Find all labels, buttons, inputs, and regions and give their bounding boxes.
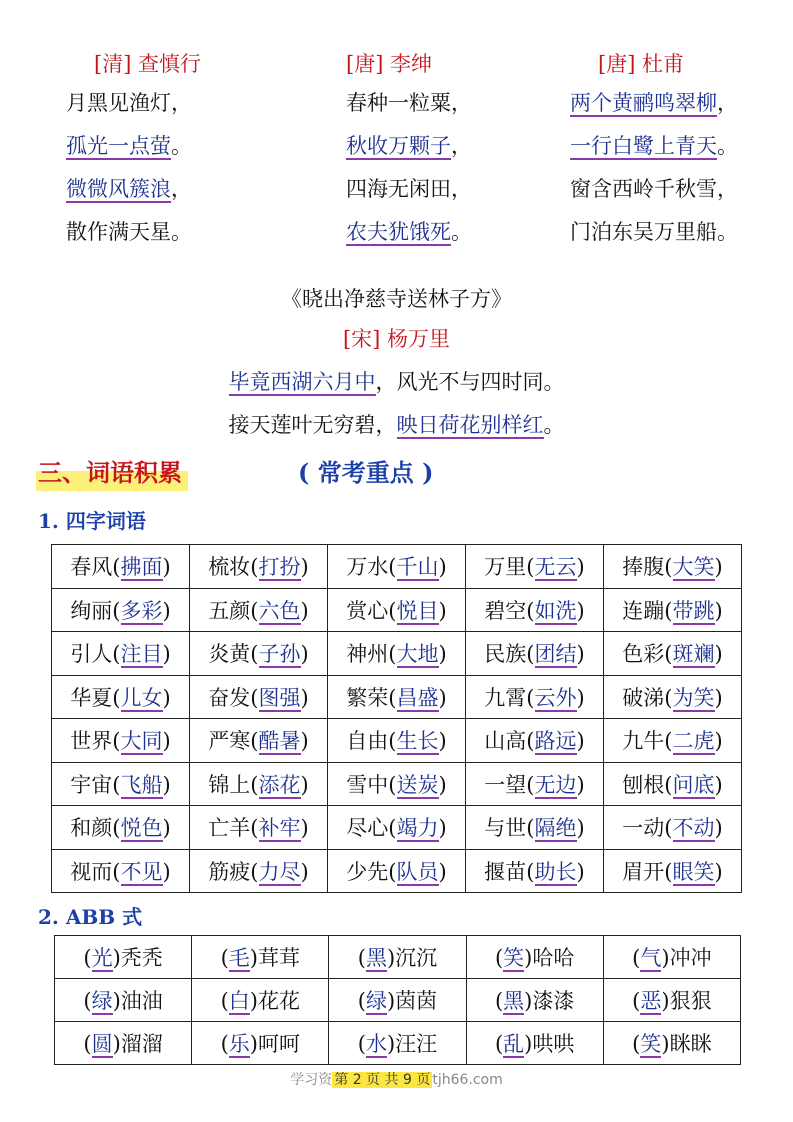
word-answer: 为笑 xyxy=(672,685,715,710)
word-cell: (绿)油油 xyxy=(55,979,192,1022)
word-prefix: 自由 xyxy=(346,729,389,754)
poem-text: 。 xyxy=(543,413,565,437)
page-footer xyxy=(0,1069,793,1089)
punctuation: ， xyxy=(451,134,472,158)
word-answer: 不动 xyxy=(672,816,715,841)
poem-author: [唐] 杜甫 xyxy=(598,52,685,76)
word-prefix: 引人 xyxy=(70,642,113,667)
word-cell: (笑)眯眯 xyxy=(603,1022,740,1065)
word-cell: 一动(不动) xyxy=(604,806,742,850)
word-prefix: 一动 xyxy=(622,816,665,841)
word-cell: (黑)漆漆 xyxy=(466,979,603,1022)
word-prefix: 神州 xyxy=(346,642,389,667)
word-answer: 问底 xyxy=(672,772,715,797)
word-cell: 赏心(悦目) xyxy=(328,588,466,632)
word-answer: 拂面 xyxy=(120,555,163,580)
section-title: 三、词语积累 xyxy=(36,455,188,491)
word-prefix: 和颜 xyxy=(70,816,113,841)
word-answer: 绿 xyxy=(91,989,113,1013)
word-suffix: 茸茸 xyxy=(257,946,300,970)
word-cell: (黑)沉沉 xyxy=(329,936,466,979)
poem-line xyxy=(66,87,201,130)
word-cell: 视而(不见) xyxy=(52,849,190,893)
word-prefix: 刨根 xyxy=(622,772,665,797)
word-cell: (气)冲冲 xyxy=(603,936,740,979)
word-suffix: 冲冲 xyxy=(669,946,712,970)
word-answer: 儿女 xyxy=(120,685,163,710)
poem-line xyxy=(346,173,472,216)
four-char-words-table xyxy=(51,544,742,893)
word-answer: 图强 xyxy=(258,685,301,710)
word-suffix: 呵呵 xyxy=(257,1032,300,1056)
word-suffix: 眯眯 xyxy=(669,1032,712,1056)
poem-author: [清] 查慎行 xyxy=(94,52,202,76)
word-answer: 竭力 xyxy=(396,816,439,841)
punctuation: ， xyxy=(451,91,472,115)
underlined-phrase: 映日荷花别样红 xyxy=(396,413,544,437)
word-cell: 繁荣(昌盛) xyxy=(328,675,466,719)
word-answer: 队员 xyxy=(396,859,439,884)
word-prefix: 赏心 xyxy=(346,598,389,623)
word-cell: 一望(无边) xyxy=(466,762,604,806)
table-row xyxy=(52,849,742,893)
poem-text: 窗含西岭千秋雪 xyxy=(570,177,717,201)
word-cell: 引人(注目) xyxy=(52,632,190,676)
poem-line xyxy=(346,87,472,130)
punctuation: 。 xyxy=(171,134,192,158)
word-cell: (圆)溜溜 xyxy=(55,1022,192,1065)
word-cell: 奋发(图强) xyxy=(190,675,328,719)
punctuation: ， xyxy=(171,91,192,115)
word-prefix: 尽心 xyxy=(346,816,389,841)
word-prefix: 少先 xyxy=(346,859,389,884)
word-prefix: 山高 xyxy=(484,729,527,754)
table-row xyxy=(52,806,742,850)
song-poem xyxy=(0,283,793,452)
word-cell: 色彩(斑斓) xyxy=(604,632,742,676)
word-cell: (乱)哄哄 xyxy=(466,1022,603,1065)
word-answer: 黑 xyxy=(503,989,525,1013)
word-suffix: 汪汪 xyxy=(395,1032,438,1056)
word-prefix: 华夏 xyxy=(70,685,113,710)
word-prefix: 与世 xyxy=(484,816,527,841)
word-prefix: 视而 xyxy=(70,859,113,884)
word-cell: 五颜(六色) xyxy=(190,588,328,632)
word-cell: 华夏(儿女) xyxy=(52,675,190,719)
song-poem-line-1 xyxy=(0,366,793,409)
word-cell: 捧腹(大笑) xyxy=(604,545,742,589)
table-row xyxy=(52,719,742,763)
word-answer: 大笑 xyxy=(672,555,715,580)
word-prefix: 连蹦 xyxy=(622,598,665,623)
word-cell: 筋疲(力尽) xyxy=(190,849,328,893)
table-row xyxy=(52,588,742,632)
word-prefix: 色彩 xyxy=(622,642,665,667)
song-poem-title: 《晓出净慈寺送林子方》 xyxy=(281,287,512,311)
word-cell: 碧空(如洗) xyxy=(466,588,604,632)
poem-line xyxy=(346,130,472,173)
poem-text: 四海无闲田 xyxy=(346,177,451,201)
word-prefix: 亡羊 xyxy=(208,816,251,841)
word-cell: 绚丽(多彩) xyxy=(52,588,190,632)
word-answer: 注目 xyxy=(120,642,163,667)
punctuation: 。 xyxy=(717,220,738,244)
word-prefix: 奋发 xyxy=(208,685,251,710)
word-cell: 和颜(悦色) xyxy=(52,806,190,850)
song-poem-line-2 xyxy=(0,409,793,452)
word-answer: 酷暑 xyxy=(258,729,301,754)
word-cell: 揠苗(助长) xyxy=(466,849,604,893)
word-prefix: 严寒 xyxy=(208,729,251,754)
word-cell: 破涕(为笑) xyxy=(604,675,742,719)
word-prefix: 春风 xyxy=(70,555,113,580)
punctuation: ， xyxy=(717,91,738,115)
word-answer: 毛 xyxy=(228,946,250,970)
section-header xyxy=(36,455,756,495)
word-cell: 与世(隔绝) xyxy=(466,806,604,850)
word-prefix: 万里 xyxy=(484,555,527,580)
word-answer: 乱 xyxy=(503,1032,525,1056)
word-answer: 水 xyxy=(365,1032,387,1056)
word-answer: 助长 xyxy=(534,859,577,884)
word-answer: 恶 xyxy=(640,989,662,1013)
word-answer: 千山 xyxy=(396,555,439,580)
word-suffix: 哄哄 xyxy=(532,1032,575,1056)
word-suffix: 沉沉 xyxy=(395,946,438,970)
word-cell: 尽心(竭力) xyxy=(328,806,466,850)
word-suffix: 哈哈 xyxy=(532,946,575,970)
poems-section xyxy=(0,48,793,263)
word-suffix: 狠狠 xyxy=(669,989,712,1013)
punctuation: ， xyxy=(171,177,192,201)
word-answer: 悦目 xyxy=(396,598,439,623)
word-prefix: 锦上 xyxy=(208,772,251,797)
word-answer: 光 xyxy=(91,946,113,970)
word-answer: 云外 xyxy=(534,685,577,710)
word-prefix: 炎黄 xyxy=(208,642,251,667)
abb-words-table xyxy=(54,935,741,1065)
poem-line xyxy=(66,173,201,216)
word-cell: (绿)茵茵 xyxy=(329,979,466,1022)
word-answer: 带跳 xyxy=(672,598,715,623)
word-prefix: 揠苗 xyxy=(484,859,527,884)
word-suffix: 花花 xyxy=(257,989,300,1013)
poem-line xyxy=(570,216,738,259)
word-suffix: 溜溜 xyxy=(120,1032,163,1056)
word-prefix: 雪中 xyxy=(346,772,389,797)
word-answer: 斑斓 xyxy=(672,642,715,667)
word-cell: 严寒(酷暑) xyxy=(190,719,328,763)
poem-line xyxy=(570,87,738,130)
word-answer: 无边 xyxy=(534,772,577,797)
underlined-phrase: 农夫犹饿死 xyxy=(346,220,451,244)
word-answer: 团结 xyxy=(534,642,577,667)
word-answer: 黑 xyxy=(365,946,387,970)
poem-text: 春种一粒粟 xyxy=(346,91,451,115)
word-suffix: 秃秃 xyxy=(120,946,163,970)
word-cell: (乐)呵呵 xyxy=(192,1022,329,1065)
word-cell: 世界(大同) xyxy=(52,719,190,763)
table-row xyxy=(52,762,742,806)
word-cell: 眉开(眼笑) xyxy=(604,849,742,893)
word-cell: (恶)狠狠 xyxy=(603,979,740,1022)
word-cell: 刨根(问底) xyxy=(604,762,742,806)
word-answer: 圆 xyxy=(91,1032,113,1056)
word-prefix: 九牛 xyxy=(622,729,665,754)
word-suffix: 油油 xyxy=(120,989,163,1013)
underlined-phrase: 一行白鹭上青天 xyxy=(570,134,717,158)
word-answer: 无云 xyxy=(534,555,577,580)
word-prefix: 宇宙 xyxy=(70,772,113,797)
word-answer: 大同 xyxy=(120,729,163,754)
word-prefix: 筋疲 xyxy=(208,859,251,884)
word-answer: 笑 xyxy=(640,1032,662,1056)
word-prefix: 一望 xyxy=(484,772,527,797)
word-cell: 九霄(云外) xyxy=(466,675,604,719)
word-suffix: 漆漆 xyxy=(532,989,575,1013)
poem-1 xyxy=(66,48,201,259)
word-answer: 不见 xyxy=(120,859,163,884)
word-cell: (白)花花 xyxy=(192,979,329,1022)
word-cell: 雪中(送炭) xyxy=(328,762,466,806)
word-prefix: 破涕 xyxy=(622,685,665,710)
word-cell: 锦上(添花) xyxy=(190,762,328,806)
word-answer: 绿 xyxy=(365,989,387,1013)
word-prefix: 五颜 xyxy=(208,598,251,623)
word-answer: 路远 xyxy=(534,729,577,754)
word-cell: (水)汪汪 xyxy=(329,1022,466,1065)
word-suffix: 茵茵 xyxy=(395,989,438,1013)
poem-text: 接天莲叶无穷碧， xyxy=(228,413,397,437)
word-cell: 连蹦(带跳) xyxy=(604,588,742,632)
word-prefix: 世界 xyxy=(70,729,113,754)
word-prefix: 绚丽 xyxy=(70,598,113,623)
word-prefix: 民族 xyxy=(484,642,527,667)
footer-source: 学习资 xyxy=(290,1072,333,1088)
subsection-four-char: 1. 四字词语 xyxy=(38,509,146,533)
word-answer: 力尽 xyxy=(258,859,301,884)
word-cell: 梳妆(打扮) xyxy=(190,545,328,589)
word-answer: 飞船 xyxy=(120,772,163,797)
punctuation: 。 xyxy=(451,220,472,244)
table-row xyxy=(52,545,742,589)
word-prefix: 繁荣 xyxy=(346,685,389,710)
section-note: ( 常考重点 ) xyxy=(298,458,434,487)
poem-text: 散作满天星 xyxy=(66,220,171,244)
word-answer: 补牢 xyxy=(258,816,301,841)
word-prefix: 捧腹 xyxy=(622,555,665,580)
poem-text: 门泊东吴万里船 xyxy=(570,220,717,244)
word-answer: 打扮 xyxy=(258,555,301,580)
poem-line xyxy=(66,130,201,173)
word-answer: 乐 xyxy=(228,1032,250,1056)
word-answer: 白 xyxy=(228,989,250,1013)
word-cell: 少先(队员) xyxy=(328,849,466,893)
word-answer: 眼笑 xyxy=(672,859,715,884)
word-answer: 多彩 xyxy=(120,598,163,623)
word-prefix: 眉开 xyxy=(622,859,665,884)
word-answer: 二虎 xyxy=(672,729,715,754)
poem-author: [唐] 李绅 xyxy=(346,52,433,76)
word-prefix: 万水 xyxy=(346,555,389,580)
word-cell: 春风(拂面) xyxy=(52,545,190,589)
word-prefix: 碧空 xyxy=(484,598,527,623)
punctuation: ， xyxy=(717,177,738,201)
poem-text: 月黑见渔灯 xyxy=(66,91,171,115)
poem-line xyxy=(570,130,738,173)
word-answer: 隔绝 xyxy=(534,816,577,841)
word-answer: 气 xyxy=(640,946,662,970)
word-cell: 宇宙(飞船) xyxy=(52,762,190,806)
underlined-phrase: 微微风簇浪 xyxy=(66,177,171,201)
poem-line xyxy=(570,173,738,216)
word-answer: 生长 xyxy=(396,729,439,754)
word-answer: 添花 xyxy=(258,772,301,797)
word-cell: 山高(路远) xyxy=(466,719,604,763)
word-cell: 神州(大地) xyxy=(328,632,466,676)
table-row xyxy=(52,632,742,676)
word-cell: (毛)茸茸 xyxy=(192,936,329,979)
underlined-phrase: 毕竟西湖六月中 xyxy=(228,370,376,394)
word-cell: 民族(团结) xyxy=(466,632,604,676)
song-poem-author: [宋] 杨万里 xyxy=(342,327,451,351)
word-answer: 六色 xyxy=(258,598,301,623)
table-row xyxy=(52,675,742,719)
poem-line xyxy=(66,216,201,259)
footer-site: tjh66.com xyxy=(432,1072,503,1088)
word-cell: 炎黄(子孙) xyxy=(190,632,328,676)
word-answer: 大地 xyxy=(396,642,439,667)
underlined-phrase: 两个黄鹂鸣翠柳 xyxy=(570,91,717,115)
punctuation: ， xyxy=(451,177,472,201)
word-cell: (笑)哈哈 xyxy=(466,936,603,979)
punctuation: 。 xyxy=(717,134,738,158)
poem-2 xyxy=(346,48,472,259)
poem-3 xyxy=(570,48,738,259)
poem-text: ，风光不与四时同。 xyxy=(375,370,565,394)
word-cell: 九牛(二虎) xyxy=(604,719,742,763)
word-answer: 昌盛 xyxy=(396,685,439,710)
word-cell: 万里(无云) xyxy=(466,545,604,589)
table-row xyxy=(55,936,741,979)
word-answer: 笑 xyxy=(503,946,525,970)
word-cell: 亡羊(补牢) xyxy=(190,806,328,850)
table-row xyxy=(55,1022,741,1065)
word-answer: 送炭 xyxy=(396,772,439,797)
poem-line xyxy=(346,216,472,259)
word-prefix: 九霄 xyxy=(484,685,527,710)
word-answer: 子孙 xyxy=(258,642,301,667)
word-cell: 自由(生长) xyxy=(328,719,466,763)
word-cell: 万水(千山) xyxy=(328,545,466,589)
word-cell: (光)秃秃 xyxy=(55,936,192,979)
word-answer: 如洗 xyxy=(534,598,577,623)
word-prefix: 梳妆 xyxy=(208,555,251,580)
table-row xyxy=(55,979,741,1022)
word-answer: 悦色 xyxy=(120,816,163,841)
underlined-phrase: 孤光一点萤 xyxy=(66,134,171,158)
underlined-phrase: 秋收万颗子 xyxy=(346,134,451,158)
subsection-abb: 2. ABB 式 xyxy=(38,905,143,929)
page-number: 第 2 页 共 9 页 xyxy=(334,1072,431,1088)
punctuation: 。 xyxy=(171,220,192,244)
